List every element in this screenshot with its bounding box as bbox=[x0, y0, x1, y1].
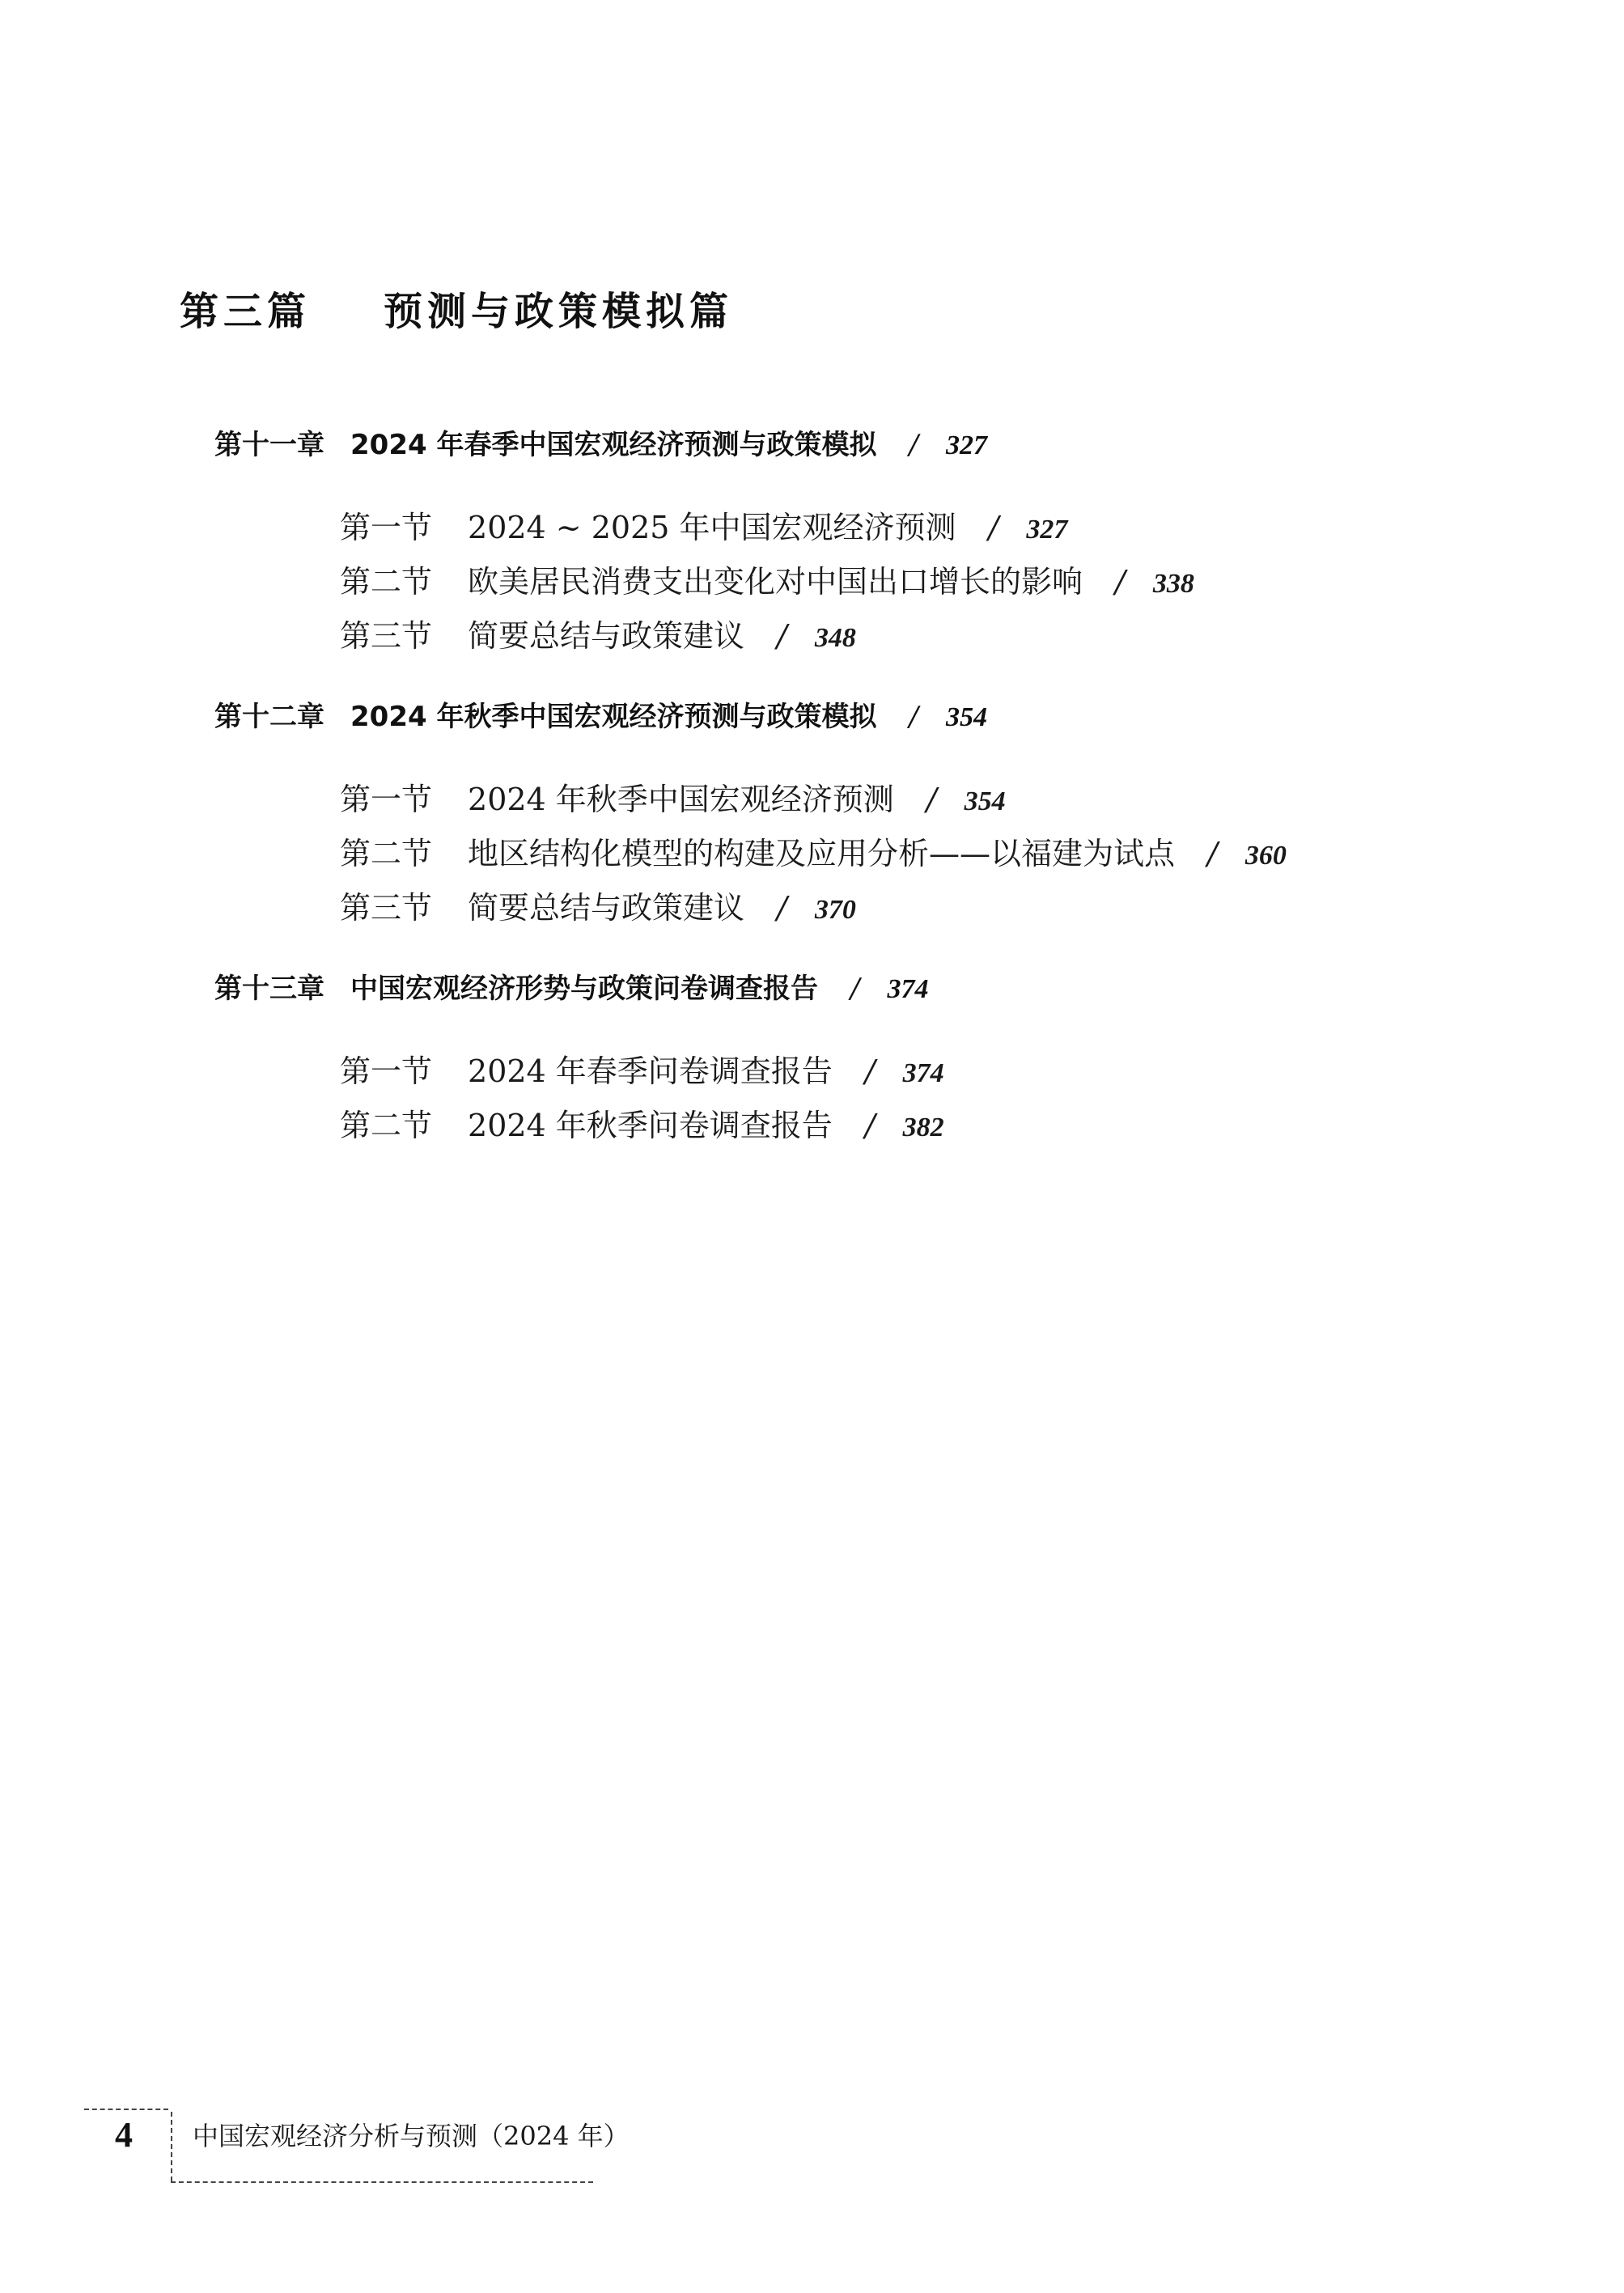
section-number: 第一节 bbox=[340, 782, 433, 817]
chapter-number: 第十一章 bbox=[214, 429, 324, 461]
section-number: 第一节 bbox=[340, 1053, 433, 1089]
chapter-page-number: 374 bbox=[887, 974, 929, 1004]
slash-separator: / bbox=[864, 1108, 876, 1143]
slash-separator: / bbox=[1115, 564, 1126, 600]
section-title: 2024 年春季问卷调查报告 bbox=[468, 1053, 833, 1089]
section-title: 欧美居民消费支出变化对中国出口增长的影响 bbox=[468, 564, 1083, 600]
toc-chapter-12[interactable] bbox=[214, 697, 987, 738]
part-number: 第三篇 bbox=[180, 289, 312, 334]
section-page-number: 338 bbox=[1152, 569, 1194, 599]
slash-separator: / bbox=[1207, 836, 1218, 871]
toc-section[interactable] bbox=[340, 1049, 944, 1096]
toc-section[interactable] bbox=[340, 831, 1287, 879]
section-page-number: 374 bbox=[902, 1058, 944, 1088]
chapter-number: 第十二章 bbox=[214, 701, 324, 733]
footer-book-title: 中国宏观经济分析与预测（2024 年） bbox=[193, 2121, 630, 2151]
section-page-number: 348 bbox=[814, 623, 856, 653]
slash-separator: / bbox=[864, 1053, 876, 1089]
slash-separator: / bbox=[777, 618, 787, 654]
slash-separator: / bbox=[909, 701, 918, 733]
toc-section[interactable] bbox=[340, 613, 856, 661]
section-page-number: 354 bbox=[964, 786, 1006, 816]
toc-section[interactable] bbox=[340, 777, 1006, 824]
section-title: 简要总结与政策建议 bbox=[468, 890, 745, 926]
section-title: 地区结构化模型的构建及应用分析——以福建为试点 bbox=[468, 836, 1176, 871]
chapter-title: 2024 年春季中国宏观经济预测与政策模拟 bbox=[350, 429, 877, 461]
toc-section[interactable] bbox=[340, 559, 1194, 607]
toc-chapter-11[interactable] bbox=[214, 425, 987, 466]
footer-page-number: 4 bbox=[115, 2115, 133, 2155]
section-number: 第三节 bbox=[340, 890, 433, 926]
toc-section[interactable] bbox=[340, 505, 1067, 553]
footer-bottom-dashed-rule bbox=[171, 2181, 593, 2183]
section-number: 第二节 bbox=[340, 564, 433, 600]
section-number: 第二节 bbox=[340, 1108, 433, 1143]
section-number: 第二节 bbox=[340, 836, 433, 871]
part-name: 预测与政策模拟篇 bbox=[384, 289, 734, 334]
slash-separator: / bbox=[850, 973, 860, 1005]
chapter-page-number: 327 bbox=[945, 430, 987, 460]
slash-separator: / bbox=[926, 782, 937, 817]
chapter-page-number: 354 bbox=[945, 702, 987, 732]
section-page-number: 382 bbox=[902, 1113, 944, 1142]
section-page-number: 370 bbox=[814, 895, 856, 925]
toc-section[interactable] bbox=[340, 1103, 944, 1151]
chapter-number: 第十三章 bbox=[214, 973, 324, 1005]
slash-separator: / bbox=[777, 890, 787, 926]
section-page-number: 360 bbox=[1245, 841, 1287, 871]
toc-chapter-13[interactable] bbox=[214, 968, 928, 1010]
section-title: 简要总结与政策建议 bbox=[468, 618, 745, 654]
footer-vertical-dashed-rule bbox=[171, 2112, 172, 2181]
section-number: 第一节 bbox=[340, 510, 433, 545]
toc-section[interactable] bbox=[340, 885, 856, 933]
section-title: 2024 年秋季问卷调查报告 bbox=[468, 1108, 833, 1143]
part-title bbox=[180, 283, 733, 340]
chapter-title: 中国宏观经济形势与政策问卷调查报告 bbox=[350, 973, 818, 1005]
slash-separator: / bbox=[988, 510, 999, 545]
section-page-number: 327 bbox=[1026, 515, 1068, 545]
section-number: 第三节 bbox=[340, 618, 433, 654]
chapter-title: 2024 年秋季中国宏观经济预测与政策模拟 bbox=[350, 701, 877, 733]
section-title: 2024 ~ 2025 年中国宏观经济预测 bbox=[468, 510, 956, 545]
footer-top-dashed-rule bbox=[84, 2109, 168, 2110]
section-title: 2024 年秋季中国宏观经济预测 bbox=[468, 782, 894, 817]
slash-separator: / bbox=[909, 429, 918, 461]
